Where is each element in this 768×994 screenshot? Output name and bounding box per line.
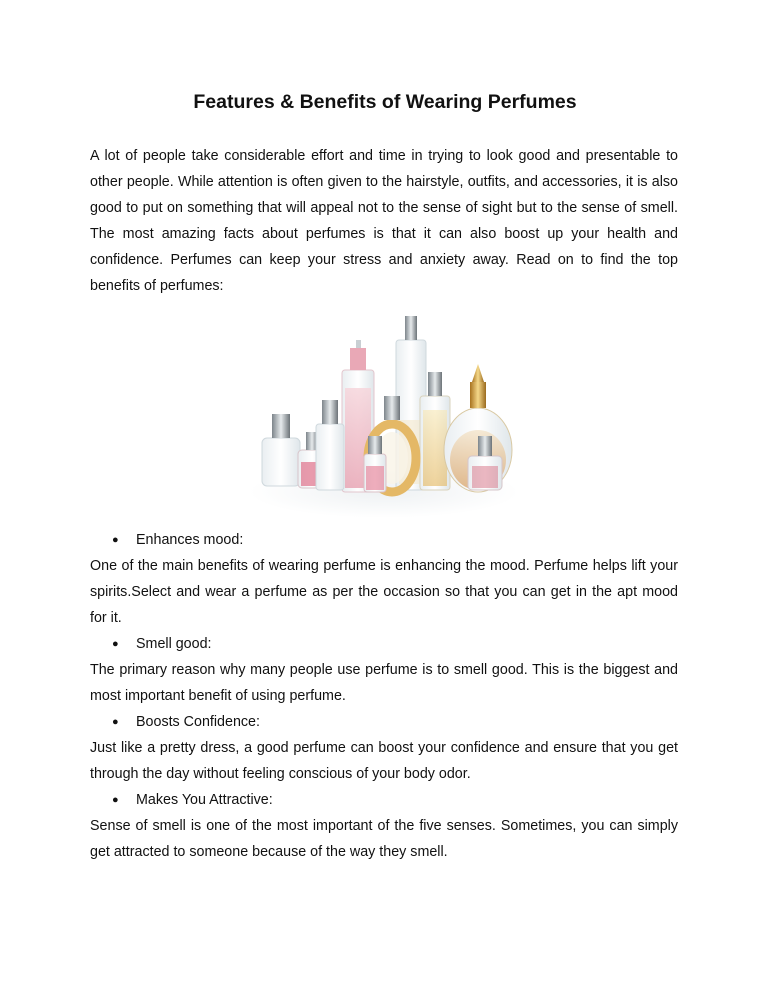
bullet-item-boosts-confidence [112,709,672,735]
bullet-item-makes-you-attractive [112,787,672,813]
bullet-marker: ● [112,716,119,728]
bullet-item-enhances-mood [112,527,672,553]
bullet-heading: Boosts Confidence: [136,714,260,730]
bullet-heading: Smell good: [136,636,212,652]
bullet-heading: Enhances mood: [136,532,244,548]
bullet-marker: ● [112,794,119,806]
bullet-item-smell-good [112,631,672,657]
perfume-bottles-image [246,300,522,522]
perfume-bottles-illustration [246,300,522,522]
section-paragraph-boosts-confidence: Just like a pretty dress, a good perfume can boost your confidence and ensure that you get through the day without feeling conscious of your body odor. [90,740,678,782]
intro-paragraph: A lot of people take considerable effort and time in trying to look good and presentable to other people. While attention is often given to the hairstyle, outfits, and accessories, it is also good to put on something that will appeal not to the sense of sight but to the sense of smell. The most amazing facts about perfumes is that it can also boost up your health and confidence. Perfumes can keep your stress and anxiety away. Read on to find the top benefits of perfumes: [90,148,678,294]
section-paragraph-enhances-mood: One of the main benefits of wearing perfume is enhancing the mood. Perfume helps lift your spirits.Select and wear a perfume as per the occasion so that you can get in the apt mood for it. [90,558,678,626]
bullet-marker: ● [112,534,119,546]
bullet-marker: ● [112,638,119,650]
document-title: Features & Benefits of Wearing Perfumes [193,91,577,113]
section-paragraph-makes-you-attractive: Sense of smell is one of the most important of the five senses. Sometimes, you can simply get attracted to someone because of the way they smell. [90,818,678,860]
section-paragraph-smell-good: The primary reason why many people use perfume is to smell good. This is the biggest and most important benefit of using perfume. [90,662,678,704]
bullet-heading: Makes You Attractive: [136,792,273,808]
